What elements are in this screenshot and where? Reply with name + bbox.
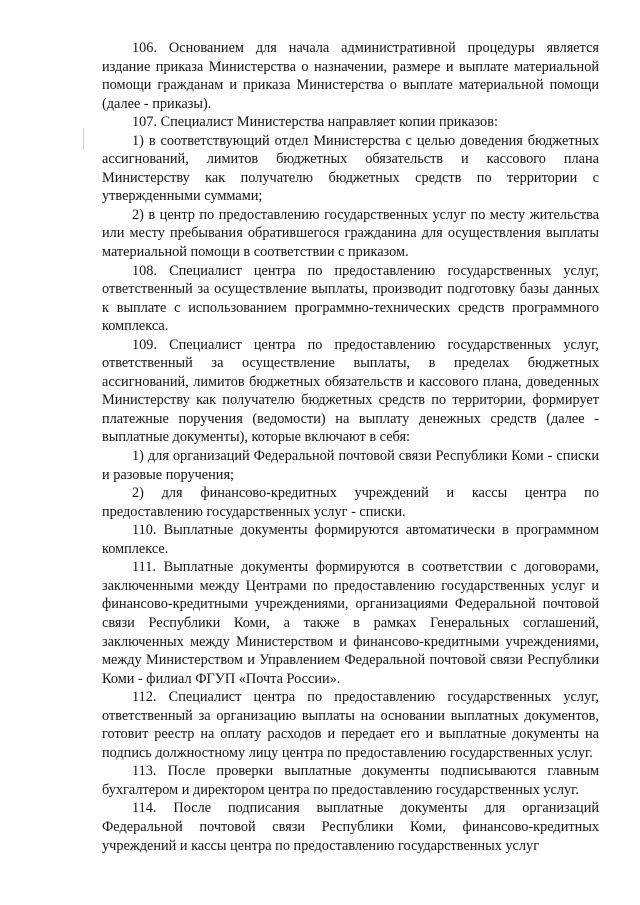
paragraph-109-item-1: 1) для организаций Федеральной почтовой связи Республики Коми - списки и разовые поручения; [102, 448, 599, 483]
document-body [102, 39, 599, 855]
paragraph-107: 107. Специалист Министерства направляет копии приказов: [132, 114, 498, 131]
paragraph-114: 114. После подписания выплатные документы для организаций Федеральной почтовой связи Республики Коми, финансово-кредитных учреждений и кассы центра по предоставлению государственных услуг [102, 800, 599, 854]
paragraph-111: 111. Выплатные документы формируются в соответствии с договорами, заключенными между Центрами по предоставлению государственных услуг и финансово-кредитными учреждениями, организациями Федеральной почтовой связи Республики Коми, а также в рамках Генеральных соглашений, заключенных между Министерством и финансово-кредитными учреждениями, между Министерством и Управлением Федеральной почтовой связи Республики Коми - филиал ФГУП «Почта России». [102, 559, 599, 687]
paragraph-109: 109. Специалист центра по предоставлению государственных услуг, ответственный за осуществление выплаты, в пределах бюджетных ассигнований, лимитов бюджетных обязательств и кассового плана, доведенных Министерству как получателю бюджетных средств по территории, формирует платежные поручения (ведомости) на выплату денежных средств (далее - выплатные документы), которые включают в себя: [102, 336, 599, 446]
paragraph-109-item-2: 2) для финансово-кредитных учреждений и кассы центра по предоставлению государственных услуг - списки. [102, 485, 599, 520]
paragraph-110: 110. Выплатные документы формируются автоматически в программном комплексе. [102, 522, 599, 557]
paragraph-107-item-2: 2) в центр по предоставлению государственных услуг по месту жительства или месту пребывания обратившегося гражданина для осуществления выплаты материальной помощи в соответствии с приказом. [102, 206, 599, 261]
paragraph-112: 112. Специалист центра по предоставлению государственных услуг, ответственный за организацию выплаты на основании выплатных документов, готовит реестр на оплату расходов и передает его и выплатные документы на подпись должностному лицу центра по предоставлению государственных услуг. [102, 689, 599, 761]
paragraph-113: 113. После проверки выплатные документы подписываются главным бухгалтером и директором центра по предоставлению государственных услуг. [102, 763, 599, 798]
paragraph-108: 108. Специалист центра по предоставлению государственных услуг, ответственный за осуществление выплаты, производит подготовку базы данных к выплате с использованием программно-технических средств программного комплекса. [102, 262, 599, 335]
paragraph-106: 106. Основанием для начала административной процедуры является издание приказа Министерства о назначении, размере и выплате материальной помощи гражданам и приказа Министерства о выплате материальной помощи (далее - приказы). [102, 40, 599, 112]
paragraph-107-item-1: 1) в соответствующий отдел Министерства с целью доведения бюджетных ассигнований, лимитов бюджетных обязательств и кассового плана Министерству как получателю бюджетных средств по территории с утвержденными суммами; [102, 132, 599, 205]
scan-artifact [83, 128, 84, 150]
